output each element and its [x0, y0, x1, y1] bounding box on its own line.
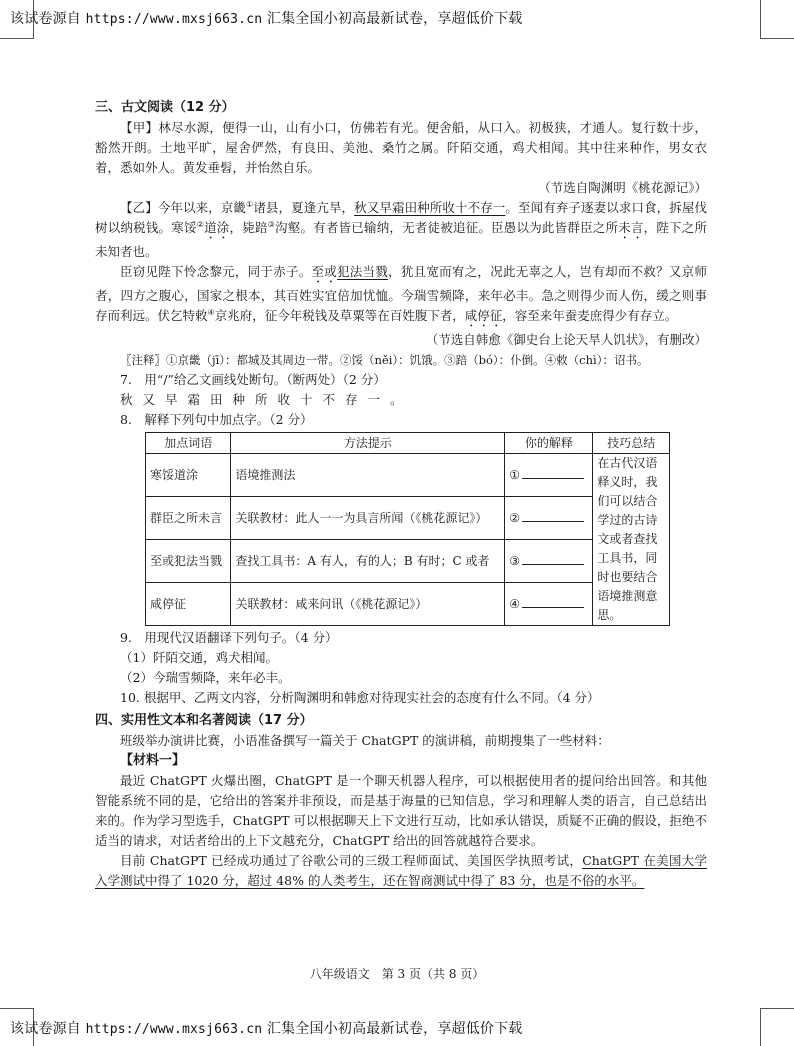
answer-blank[interactable] — [522, 509, 584, 522]
underlined-phrase: 犯法当戮 — [337, 264, 389, 279]
table-cell-word: 咸停征 — [146, 583, 231, 626]
table-cell-method: 关联教材：咸来问讯（《桃花源记》） — [231, 583, 505, 626]
passage-jia-source: （节选自陶渊明《桃花源记》） — [538, 180, 707, 195]
table-header: 你的解释 — [505, 433, 593, 454]
passage-jia-label: 【甲】 — [120, 120, 159, 135]
answer-cell[interactable] — [505, 540, 593, 583]
table-row — [146, 540, 670, 583]
table-cell-method: 查找工具书：A 有人，有的人；B 有时；C 或者 — [231, 540, 505, 583]
table-row — [146, 583, 670, 626]
answer-number: ① — [509, 468, 521, 482]
crop-mark — [0, 38, 34, 39]
section3-title: 三、古文阅读（12 分） — [95, 100, 235, 115]
passage-yi-label: 【乙】 — [120, 200, 158, 215]
answer-blank[interactable] — [522, 466, 584, 479]
crop-mark — [760, 0, 761, 38]
answer-number: ③ — [509, 554, 521, 568]
yi-text: ，毙踣 — [229, 220, 268, 235]
yi-text: 。至闻有弃子逐妻以求口食，拆屋伐树以纳税钱。寒馁 — [95, 200, 707, 235]
table-cell-method: 语境推测法 — [231, 454, 505, 497]
table-header: 技巧总结 — [593, 433, 670, 454]
passage-yi-p1 — [95, 198, 707, 262]
table-cell-tip: 在古代汉语释义时，我们可以结合学过的古诗文或者查找工具书，同时也要结合语境推测意思。 — [593, 454, 670, 626]
crop-mark — [760, 1008, 761, 1046]
dotted-word: 未言 — [618, 220, 644, 235]
table-header: 加点词语 — [146, 433, 231, 454]
table-header-row — [146, 433, 670, 454]
passage-yi-source: （节选自韩愈《御史台上论天旱人饥状》，有删改） — [425, 332, 707, 347]
banner-prefix: 该试卷源自 — [10, 11, 81, 27]
crop-mark — [0, 1008, 34, 1009]
footnote-ref: ③ — [267, 219, 276, 229]
top-banner — [10, 8, 523, 28]
banner-prefix: 该试卷源自 — [10, 1021, 81, 1037]
material-text: 目前 ChatGPT 已经成功通过了谷歌公司的三级工程师面试、美国医学执照考试， — [120, 853, 583, 868]
vocab-table — [145, 432, 670, 626]
answer-blank[interactable] — [522, 595, 584, 608]
dotted-word: 至或 — [311, 264, 338, 279]
answer-cell[interactable] — [505, 583, 593, 626]
dotted-word: 道涂 — [204, 220, 230, 235]
table-cell-word: 寒馁道涂 — [146, 454, 231, 497]
yi-text: ，犹且宽而宥之，况此无辜之人，岂有却而不救？又京师者，四方之腹心，国家之根本，其百姓实宜倍加忧恤。今瑞雪频降，来年必丰。急之则得少而人伤，缓之则事存而利远。伏乞特敕 — [95, 264, 707, 323]
footnote-ref: ④ — [207, 307, 215, 317]
question-9: 9. 用现代汉语翻译下列句子。（4 分） — [120, 630, 338, 645]
question-7: 7. 用“/”给乙文画线处断句。（断两处）（2 分） — [120, 372, 386, 387]
banner-suffix: 汇集全国小初高最新试卷，享超低价下载 — [266, 11, 523, 27]
section4-intro: 班级举办演讲比赛，小语准备撰写一篇关于 ChatGPT 的演讲稿，前期搜集了一些材料： — [120, 733, 610, 748]
passage-jia-text: 林尽水源，便得一山，山有小口，仿佛若有光。便舍船，从口入。初极狭，才通人。复行数十步，豁然开朗。土地平旷，屋舍俨然，有良田、美池、桑竹之属。阡陌交通，鸡犬相闻。其中往来种作，男女衣着，悉如外人。黄发垂髫，并怡然自乐。 — [95, 120, 707, 175]
answer-cell[interactable] — [505, 454, 593, 497]
yi-text: ，陛下之所未知者也。 — [95, 220, 707, 259]
page-footer: 八年级语文 第 3 页（共 8 页） — [309, 967, 485, 981]
question-9-1: （1）阡陌交通，鸡犬相闻。 — [120, 650, 278, 665]
table-header: 方法提示 — [231, 433, 505, 454]
yi-text: 京兆府，征今年税钱及草粟等在百姓腹下者， — [214, 308, 465, 323]
passage-jia — [95, 118, 707, 178]
answer-blank[interactable] — [522, 552, 584, 565]
table-cell-method: 关联教材：此人一一为具言所闻（《桃花源记》） — [231, 497, 505, 540]
answer-number: ② — [509, 511, 521, 525]
underlined-sentence: ChatGPT 在美国大学入学测试中得了 1020 分，超过 48% 的人类考生，还在智商测试中得了 83 分，也是不俗的水平。 — [95, 853, 707, 888]
crop-mark — [760, 38, 794, 39]
answer-cell[interactable] — [505, 497, 593, 540]
crop-mark — [760, 1008, 794, 1009]
material-1-p2 — [95, 851, 707, 891]
table-cell-word: 至或犯法当戮 — [146, 540, 231, 583]
dotted-word: 咸停征 — [464, 308, 503, 323]
question-10: 10. 根据甲、乙两文内容，分析陶渊明和韩愈对待现实社会的态度有什么不同。（4 分） — [120, 690, 600, 705]
underlined-sentence: 秋又早霜田种所收十不存一 — [354, 200, 506, 215]
yi-text: 臣窃见陛下怜念黎元，同于赤子。 — [120, 264, 312, 279]
yi-text: 沟壑。有者皆已输纳，无者徒被追征。臣愚以为此皆群臣之所 — [275, 220, 619, 235]
table-row — [146, 497, 670, 540]
banner-suffix: 汇集全国小初高最新试卷，享超低价下载 — [266, 1021, 523, 1037]
yi-text: ，容至来年蚕麦庶得少有存立。 — [502, 308, 678, 323]
banner-url[interactable]: https://www.mxsj663.cn — [85, 1022, 263, 1037]
yi-text: 今年以来，京畿 — [157, 200, 247, 215]
yi-text: 诸县，夏逢亢旱， — [253, 200, 355, 215]
answer-number: ④ — [509, 597, 521, 611]
question-8: 8. 解释下列句中加点字。（2 分） — [120, 412, 313, 427]
footnote-ref: ① — [246, 199, 254, 209]
annotation-notes: 〖注释〗①京畿（jī）：都城及其周边一带。②馁（něi）：饥饿。③踣（bó）：仆倒。④敕（chì）：诏书。 — [120, 353, 649, 367]
question-9-2: （2）今瑞雪频降，来年必丰。 — [120, 670, 291, 685]
table-row — [146, 454, 670, 497]
bottom-banner — [10, 1018, 523, 1038]
banner-url[interactable]: https://www.mxsj663.cn — [85, 12, 263, 27]
material-1-label: 【材料一】 — [120, 753, 186, 768]
table-cell-word: 群臣之所未言 — [146, 497, 231, 540]
section4-title: 四、实用性文本和名著阅读（17 分） — [95, 713, 313, 728]
footnote-ref: ② — [196, 219, 205, 229]
passage-yi-p2 — [95, 262, 707, 330]
question-7-text: 秋又早霜田种所收十不存一。 — [120, 392, 413, 407]
page-content — [95, 98, 707, 891]
material-1-p1: 最近 ChatGPT 火爆出圈，ChatGPT 是一个聊天机器人程序，可以根据使用者的提问给出回答。和其他智能系统不同的是，它给出的答案并非预设，而是基于海量的已知信息，学习和理解人类的语言，自己总结出来的。作为学习型选手，ChatGPT 可以根据聊天上下文进行互动，比如承认错误，质疑不正确的假设，拒绝不适当的请求，对话者给出的上下文越充分，ChatGPT 给出的回答就越符合要求。 — [95, 773, 707, 848]
